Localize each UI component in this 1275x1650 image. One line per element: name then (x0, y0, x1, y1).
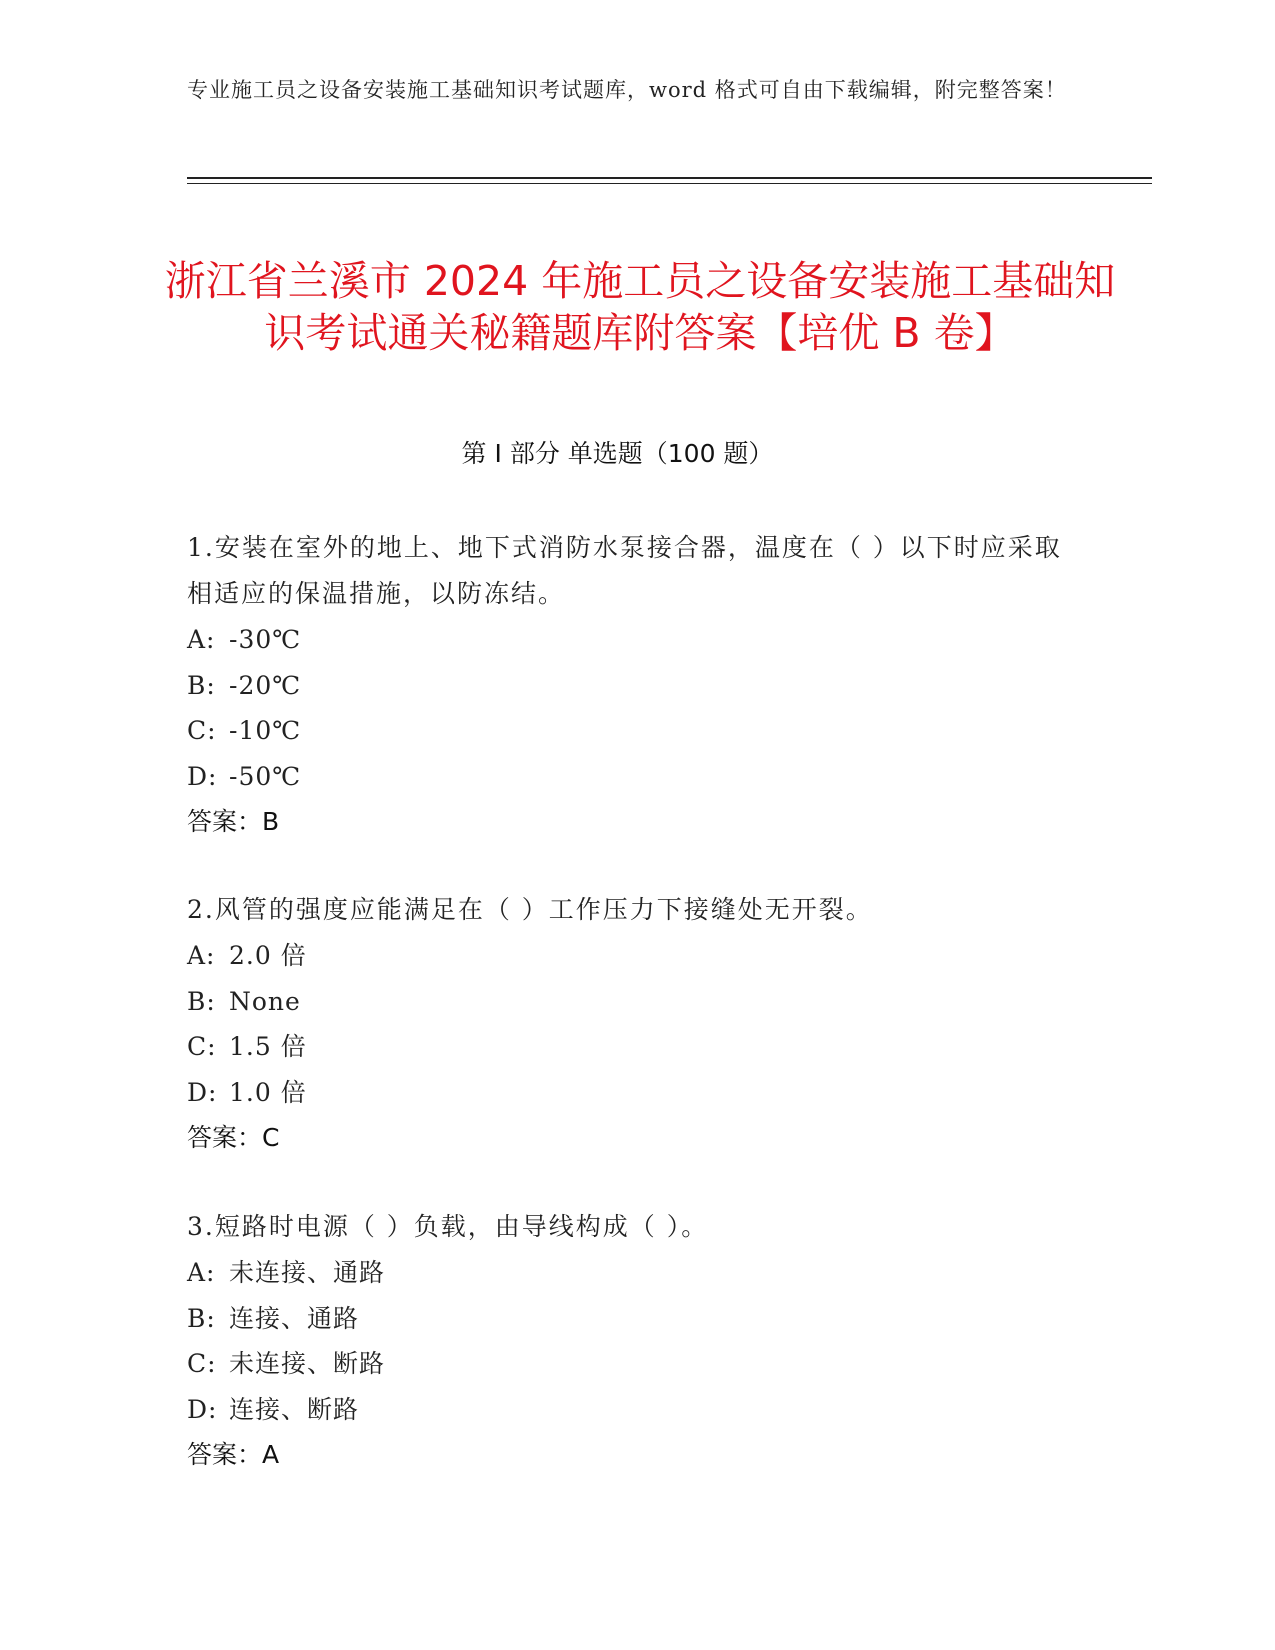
option-letter: D: (187, 761, 218, 791)
option-d (187, 1387, 1067, 1433)
option-d (187, 754, 1067, 800)
option-text: 2.0 倍 (229, 941, 307, 970)
option-text: 未连接、通路 (229, 1258, 386, 1287)
option-text: 1.5 倍 (229, 1032, 307, 1061)
option-letter: B: (187, 670, 216, 700)
option-a (187, 617, 1067, 663)
answer-line: 答案：B (187, 807, 280, 836)
option-letter: C: (187, 1032, 217, 1061)
option-letter: D: (187, 1077, 218, 1107)
option-text: -10℃ (229, 716, 302, 745)
question-stem: 1.安装在室外的地上、地下式消防水泵接合器，温度在（ ）以下时应采取相适应的保温措施，以防冻结。 (187, 533, 1062, 608)
option-text: -50℃ (229, 761, 302, 791)
option-letter: A: (187, 941, 216, 970)
option-letter: A: (187, 625, 216, 654)
question-stem: 2.风管的强度应能满足在（ ）工作压力下接缝处无开裂。 (187, 895, 873, 924)
option-letter: B: (187, 1303, 216, 1333)
option-letter: B: (187, 986, 216, 1016)
option-c (187, 1024, 1067, 1070)
option-c (187, 1341, 1067, 1387)
option-letter: C: (187, 716, 217, 745)
option-text: 1.0 倍 (229, 1077, 307, 1107)
header-divider-thick (187, 177, 1152, 179)
option-text: None (229, 986, 301, 1016)
option-b (187, 663, 1067, 709)
option-text: 未连接、断路 (229, 1349, 386, 1378)
option-d (187, 1070, 1067, 1116)
question-block (187, 525, 1067, 844)
option-letter: D: (187, 1394, 218, 1424)
question-block (187, 887, 1067, 1160)
answer-line: 答案：A (187, 1440, 280, 1469)
answer-line: 答案：C (187, 1123, 280, 1152)
section-title: 第 I 部分 单选题（100 题） (461, 439, 774, 468)
option-text: 连接、断路 (229, 1394, 360, 1424)
question-block (187, 1204, 1067, 1477)
option-text: -20℃ (229, 670, 302, 700)
option-b (187, 1296, 1067, 1342)
document-title: 浙江省兰溪市 2024 年施工员之设备安装施工基础知识考试通关秘籍题库附答案【培优 B 卷】 (164, 257, 1116, 358)
header-note: 专业施工员之设备安装施工基础知识考试题库，word 格式可自由下载编辑，附完整答案！ (187, 78, 1067, 102)
option-text: 连接、通路 (229, 1303, 360, 1333)
option-c (187, 708, 1067, 754)
question-stem: 3.短路时电源（ ）负载，由导线构成（ ）。 (187, 1212, 709, 1241)
option-letter: C: (187, 1349, 217, 1378)
option-letter: A: (187, 1258, 216, 1287)
option-text: -30℃ (229, 625, 302, 654)
header-divider-thin (187, 183, 1152, 184)
option-b (187, 979, 1067, 1025)
option-a (187, 933, 1067, 979)
option-a (187, 1250, 1067, 1296)
